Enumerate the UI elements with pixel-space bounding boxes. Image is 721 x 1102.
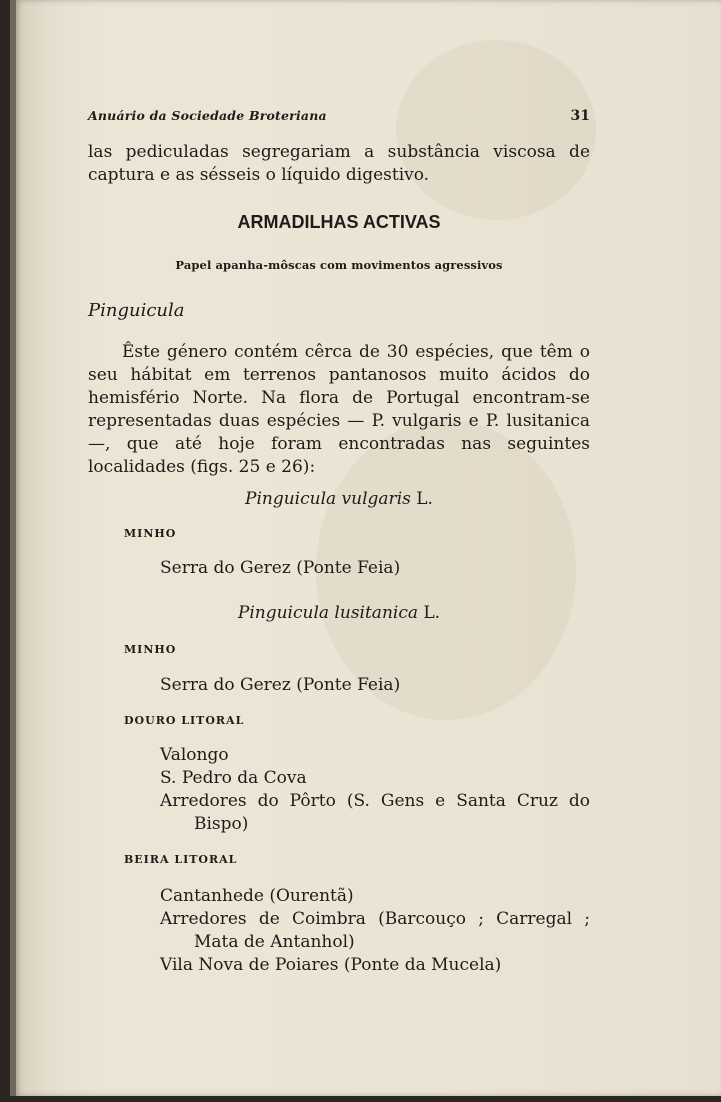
paper-stain bbox=[396, 40, 596, 220]
page-header bbox=[88, 108, 590, 128]
species-author: L. bbox=[416, 489, 433, 509]
running-head: Anuário da Sociedade Broteriana bbox=[88, 108, 327, 123]
locality: Serra do Gerez (Ponte Feia) bbox=[160, 675, 401, 695]
locality: Arredores de Coimbra (Barcouço ; Carregal ; Mata de Antanhol) bbox=[160, 909, 590, 952]
page-number: 31 bbox=[570, 108, 590, 124]
locality: Valongo bbox=[160, 745, 229, 765]
section-subtitle: Papel apanha-môscas com movimentos agressivos bbox=[175, 258, 503, 272]
species-heading bbox=[88, 603, 590, 623]
locality: Serra do Gerez (Ponte Feia) bbox=[160, 558, 401, 578]
section-title: ARMADILHAS ACTIVAS bbox=[237, 212, 441, 232]
species-author: L. bbox=[423, 603, 441, 623]
book-page bbox=[10, 0, 721, 1096]
locality: Vila Nova de Poiares (Ponte da Mucela) bbox=[160, 955, 502, 975]
species-heading bbox=[88, 489, 590, 509]
body-paragraph: Êste género contém cêrca de 30 espécies, que têm o seu hábitat em terrenos pantanosos muito ácidos do hemisfério Norte. Na flora de Portugal encontram-se representadas duas espécies — P. vulgaris e P. lusitanica —, que até hoje foram encontradas nas seguintes localidades (figs. 25 e 26): bbox=[88, 342, 590, 477]
locality: Cantanhede (Ourentã) bbox=[160, 886, 354, 906]
locality: S. Pedro da Cova bbox=[160, 768, 307, 788]
intro-paragraph: las pediculadas segregariam a substância viscosa de captura e as sésseis o líquido digestivo. bbox=[88, 142, 590, 185]
species-name: Pinguicula lusitanica bbox=[237, 603, 418, 623]
locality: Arredores do Pôrto (S. Gens e Santa Cruz do Bispo) bbox=[160, 791, 590, 834]
region-label: MINHO bbox=[124, 527, 177, 540]
region-label: MINHO bbox=[124, 643, 177, 656]
species-name: Pinguicula vulgaris bbox=[245, 489, 411, 509]
region-label: BEIRA LITORAL bbox=[124, 853, 238, 866]
genus-heading: Pinguicula bbox=[88, 300, 185, 321]
region-label: DOURO LITORAL bbox=[124, 714, 245, 727]
